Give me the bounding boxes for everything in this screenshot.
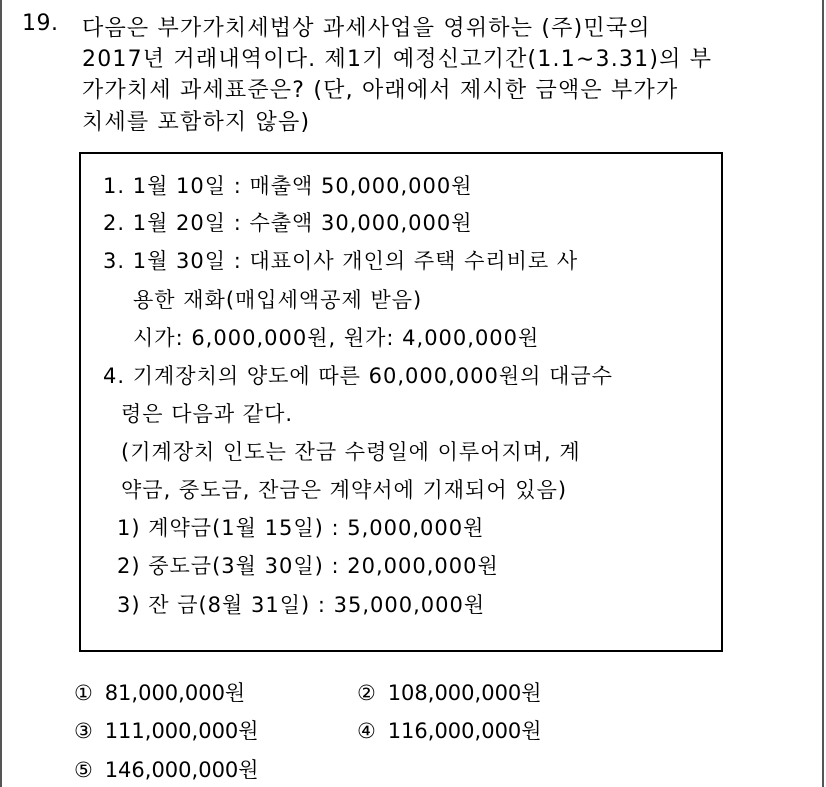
- box-line-8: (기계장치 인도는 잔금 수령일에 이루어지며, 계: [121, 440, 581, 464]
- choice-4-text: 116,000,000원: [387, 719, 542, 743]
- choice-1[interactable]: [74, 677, 245, 707]
- choice-5-text: 146,000,000원: [104, 758, 259, 782]
- box-line-7: 령은 다음과 같다.: [121, 402, 294, 426]
- question-line-1: 다음은 부가가치세법상 과세사업을 영위하는 (주)민국의: [82, 16, 651, 41]
- choice-3-text: 111,000,000원: [104, 719, 259, 743]
- box-line-2: 2. 1월 20일 : 수출액 30,000,000원: [103, 211, 473, 235]
- question-number: 19.: [22, 11, 59, 36]
- box-line-4: 용한 재화(매입세액공제 받음): [133, 288, 423, 312]
- box-line-10: 1) 계약금(1월 15일) : 5,000,000원: [117, 516, 485, 540]
- box-line-11: 2) 중도금(3월 30일) : 20,000,000원: [117, 554, 499, 578]
- box-line-1: 1. 1월 10일 : 매출액 50,000,000원: [103, 174, 473, 198]
- choice-3[interactable]: [74, 715, 259, 745]
- choice-5-mark: ⑤: [74, 758, 93, 782]
- choice-3-mark: ③: [74, 719, 93, 743]
- question-line-3: 가가치세 과세표준은? (단, 아래에서 제시한 금액은 부가가: [82, 78, 679, 103]
- choice-1-mark: ①: [74, 681, 93, 705]
- transaction-box: [79, 152, 723, 652]
- question-line-2: 2017년 거래내역이다. 제1기 예정신고기간(1.1∼3.31)의 부: [82, 47, 713, 72]
- choice-5[interactable]: [74, 754, 259, 784]
- choice-1-text: 81,000,000원: [104, 681, 246, 705]
- choice-4-mark: ④: [357, 719, 376, 743]
- choice-2[interactable]: [357, 677, 542, 707]
- box-line-5: 시가: 6,000,000원, 원가: 4,000,000원: [133, 326, 540, 350]
- choice-2-mark: ②: [357, 681, 376, 705]
- question-line-4: 치세를 포함하지 않음): [82, 110, 311, 135]
- choice-2-text: 108,000,000원: [387, 681, 542, 705]
- box-line-6: 4. 기계장치의 양도에 따른 60,000,000원의 대금수: [103, 364, 613, 388]
- box-line-12: 3) 잔 금(8월 31일) : 35,000,000원: [117, 593, 486, 617]
- box-line-3: 3. 1월 30일 : 대표이사 개인의 주택 수리비로 사: [103, 249, 579, 273]
- box-line-9: 약금, 중도금, 잔금은 계약서에 기재되어 있음): [121, 478, 568, 502]
- choice-4[interactable]: [357, 715, 542, 745]
